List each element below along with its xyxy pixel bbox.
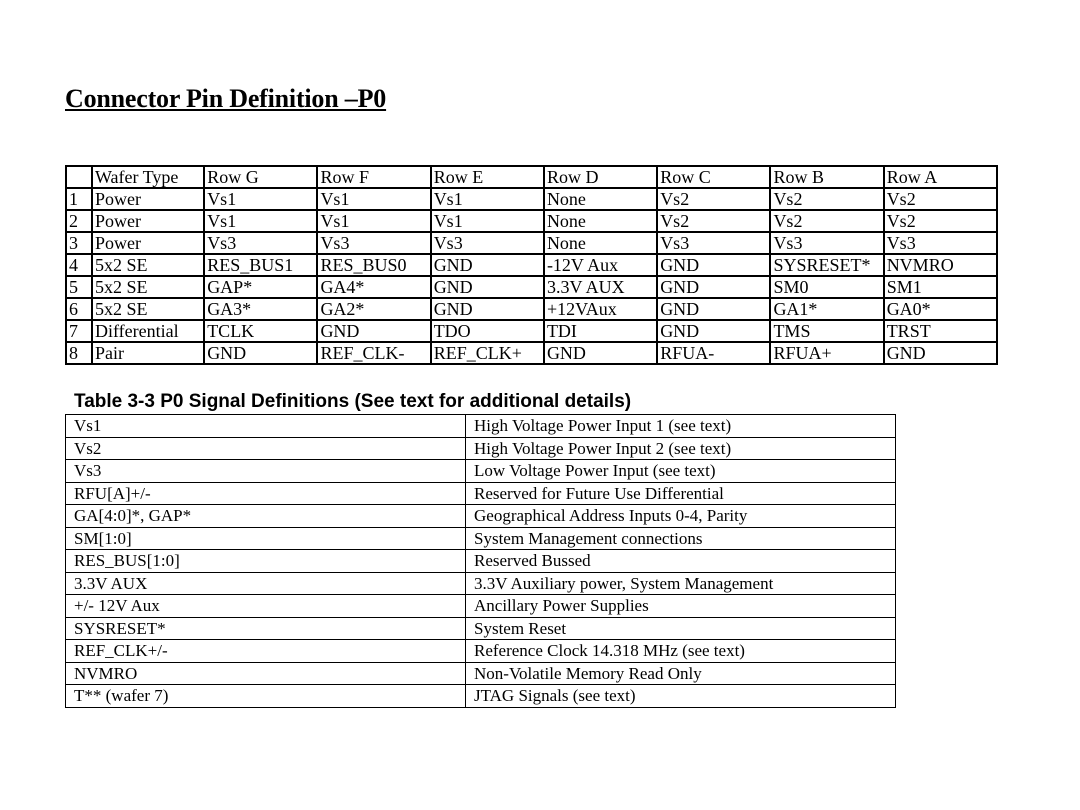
table-cell: 2 xyxy=(66,210,92,232)
table-row xyxy=(66,505,896,528)
signal-description-cell: Geographical Address Inputs 0-4, Parity xyxy=(466,505,896,528)
table-cell: 5x2 SE xyxy=(92,298,204,320)
signal-description-cell: Ancillary Power Supplies xyxy=(466,595,896,618)
signal-description-cell: High Voltage Power Input 1 (see text) xyxy=(466,415,896,438)
header-cell: Row A xyxy=(884,166,997,188)
table-cell: Vs1 xyxy=(204,188,317,210)
signal-name-cell: GA[4:0]*, GAP* xyxy=(66,505,466,528)
table-cell: None xyxy=(544,188,657,210)
table-cell: NVMRO xyxy=(884,254,997,276)
table-cell: Vs3 xyxy=(770,232,883,254)
table-cell: 5 xyxy=(66,276,92,298)
table-cell: 5x2 SE xyxy=(92,254,204,276)
signal-name-cell: SM[1:0] xyxy=(66,527,466,550)
table-cell: Vs1 xyxy=(431,188,544,210)
signal-description-cell: Low Voltage Power Input (see text) xyxy=(466,460,896,483)
table-cell: Vs2 xyxy=(770,188,883,210)
table-row xyxy=(66,342,997,364)
table-cell: 8 xyxy=(66,342,92,364)
table-cell: +12VAux xyxy=(544,298,657,320)
table-cell: Vs2 xyxy=(884,188,997,210)
header-cell: Wafer Type xyxy=(92,166,204,188)
table-row xyxy=(66,640,896,663)
table-cell: 7 xyxy=(66,320,92,342)
signal-name-cell: NVMRO xyxy=(66,662,466,685)
pin-definition-table xyxy=(65,165,998,365)
table-cell: Vs2 xyxy=(770,210,883,232)
table-cell: Vs2 xyxy=(657,188,770,210)
table-cell: GA2* xyxy=(317,298,430,320)
signal-description-cell: Non-Volatile Memory Read Only xyxy=(466,662,896,685)
table-cell: Differential xyxy=(92,320,204,342)
signal-name-cell: REF_CLK+/- xyxy=(66,640,466,663)
table-cell: Vs2 xyxy=(657,210,770,232)
table-row xyxy=(66,232,997,254)
signal-name-cell: +/- 12V Aux xyxy=(66,595,466,618)
table-cell: Vs3 xyxy=(317,232,430,254)
table-cell: 4 xyxy=(66,254,92,276)
table-cell: SYSRESET* xyxy=(770,254,883,276)
table-cell: REF_CLK- xyxy=(317,342,430,364)
table-cell: RES_BUS0 xyxy=(317,254,430,276)
table-cell: 5x2 SE xyxy=(92,276,204,298)
table-cell: RFUA- xyxy=(657,342,770,364)
table-row xyxy=(66,320,997,342)
table-row xyxy=(66,298,997,320)
table-row xyxy=(66,550,896,573)
signal-name-cell: RES_BUS[1:0] xyxy=(66,550,466,573)
table-cell: None xyxy=(544,232,657,254)
table-cell: Vs1 xyxy=(317,210,430,232)
table-row xyxy=(66,527,896,550)
table-cell: -12V Aux xyxy=(544,254,657,276)
table-cell: 1 xyxy=(66,188,92,210)
table-cell: Power xyxy=(92,210,204,232)
table-cell: TCLK xyxy=(204,320,317,342)
signal-name-cell: 3.3V AUX xyxy=(66,572,466,595)
table-cell: 6 xyxy=(66,298,92,320)
table-cell: Vs3 xyxy=(204,232,317,254)
table-cell: GND xyxy=(431,298,544,320)
table-row xyxy=(66,685,896,708)
table-cell: 3.3V AUX xyxy=(544,276,657,298)
table-cell: Vs2 xyxy=(884,210,997,232)
table-cell: Vs1 xyxy=(431,210,544,232)
header-cell: Row C xyxy=(657,166,770,188)
header-cell: Row F xyxy=(317,166,430,188)
table-row xyxy=(66,617,896,640)
table-cell: REF_CLK+ xyxy=(431,342,544,364)
signal-description-cell: 3.3V Auxiliary power, System Management xyxy=(466,572,896,595)
table-cell: Pair xyxy=(92,342,204,364)
table-cell: Vs3 xyxy=(657,232,770,254)
table-cell: Vs1 xyxy=(204,210,317,232)
table-cell: GND xyxy=(657,276,770,298)
table-cell: GND xyxy=(657,298,770,320)
signal-name-cell: Vs2 xyxy=(66,437,466,460)
header-cell: Row E xyxy=(431,166,544,188)
table-cell: TDI xyxy=(544,320,657,342)
signal-description-cell: JTAG Signals (see text) xyxy=(466,685,896,708)
pin-table-header-row xyxy=(66,166,997,188)
table-cell: GA1* xyxy=(770,298,883,320)
table-cell: Vs3 xyxy=(431,232,544,254)
table-row xyxy=(66,572,896,595)
table-cell: SM0 xyxy=(770,276,883,298)
table-row xyxy=(66,662,896,685)
table-cell: TDO xyxy=(431,320,544,342)
table-cell: TMS xyxy=(770,320,883,342)
signal-definitions-table xyxy=(65,414,896,708)
table-cell: GND xyxy=(657,254,770,276)
table-row xyxy=(66,482,896,505)
table-cell: TRST xyxy=(884,320,997,342)
table-cell: SM1 xyxy=(884,276,997,298)
table-row xyxy=(66,188,997,210)
signal-name-cell: SYSRESET* xyxy=(66,617,466,640)
header-cell: Row D xyxy=(544,166,657,188)
table-row xyxy=(66,276,997,298)
table-cell: GAP* xyxy=(204,276,317,298)
table-cell: Power xyxy=(92,188,204,210)
table-cell: GA4* xyxy=(317,276,430,298)
signal-name-cell: Vs3 xyxy=(66,460,466,483)
table-cell: GND xyxy=(884,342,997,364)
header-cell xyxy=(66,166,92,188)
page-title: Connector Pin Definition –P0 xyxy=(65,84,387,113)
table-cell: GND xyxy=(657,320,770,342)
table-cell: GND xyxy=(204,342,317,364)
table-row xyxy=(66,595,896,618)
header-cell: Row G xyxy=(204,166,317,188)
table-cell: RES_BUS1 xyxy=(204,254,317,276)
signal-name-cell: Vs1 xyxy=(66,415,466,438)
signal-description-cell: High Voltage Power Input 2 (see text) xyxy=(466,437,896,460)
table-row xyxy=(66,415,896,438)
signal-table-caption: Table 3-3 P0 Signal Definitions (See text for additional details) xyxy=(74,391,632,412)
table-cell: GND xyxy=(317,320,430,342)
table-row xyxy=(66,460,896,483)
table-row xyxy=(66,254,997,276)
table-cell: Vs1 xyxy=(317,188,430,210)
signal-description-cell: System Management connections xyxy=(466,527,896,550)
table-cell: RFUA+ xyxy=(770,342,883,364)
signal-name-cell: RFU[A]+/- xyxy=(66,482,466,505)
table-cell: Vs3 xyxy=(884,232,997,254)
signal-description-cell: Reserved Bussed xyxy=(466,550,896,573)
signal-description-cell: Reference Clock 14.318 MHz (see text) xyxy=(466,640,896,663)
table-cell: GND xyxy=(431,254,544,276)
signal-name-cell: T** (wafer 7) xyxy=(66,685,466,708)
table-row xyxy=(66,210,997,232)
table-row xyxy=(66,437,896,460)
table-cell: GND xyxy=(431,276,544,298)
table-cell: GA3* xyxy=(204,298,317,320)
table-cell: None xyxy=(544,210,657,232)
signal-description-cell: System Reset xyxy=(466,617,896,640)
table-cell: Power xyxy=(92,232,204,254)
table-cell: 3 xyxy=(66,232,92,254)
header-cell: Row B xyxy=(770,166,883,188)
signal-description-cell: Reserved for Future Use Differential xyxy=(466,482,896,505)
table-cell: GND xyxy=(544,342,657,364)
table-cell: GA0* xyxy=(884,298,997,320)
